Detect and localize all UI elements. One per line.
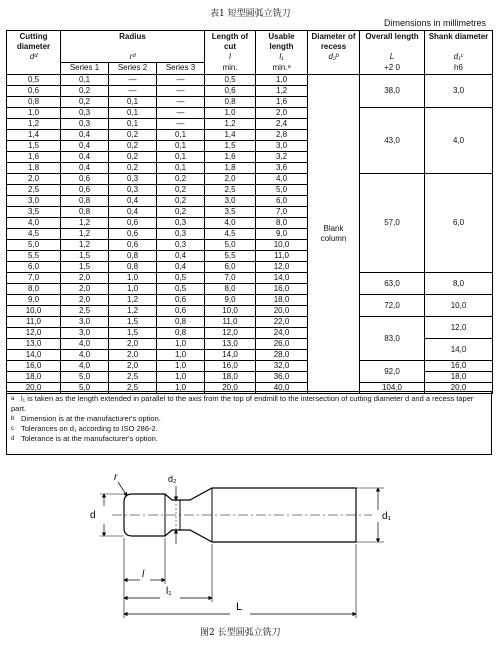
table-cell: 4,0 <box>61 361 109 372</box>
table-body <box>7 75 493 394</box>
table-cell: 0,2 <box>157 185 205 196</box>
table-cell: 0,3 <box>157 229 205 240</box>
table-cell: 0,2 <box>109 152 157 163</box>
table-cell: 0,1 <box>157 141 205 152</box>
table-cell: 13,0 <box>7 339 61 350</box>
length-min: min. <box>205 63 256 75</box>
table-cell: 5,0 <box>61 383 109 394</box>
table-cell: 0,2 <box>157 196 205 207</box>
table-cell: 5,5 <box>205 251 256 262</box>
table-cell: 0,8 <box>157 317 205 328</box>
table-cell: 2,0 <box>109 339 157 350</box>
table-cell: 4,0 <box>256 174 308 185</box>
table-cell: 3,2 <box>256 152 308 163</box>
table-cell: 10,0 <box>7 306 61 317</box>
table-cell: 0,4 <box>61 163 109 174</box>
table-cell: 3,0 <box>256 141 308 152</box>
label-L: L <box>236 601 243 613</box>
header-cutting-diameter: Cutting diameter <box>7 31 61 53</box>
shank-diameter-cell: 18,0 <box>425 372 493 383</box>
table-cell: 0,2 <box>157 174 205 185</box>
table-cell: 3,6 <box>256 163 308 174</box>
table-cell: 12,0 <box>205 328 256 339</box>
table-cell: 1,0 <box>205 108 256 119</box>
table-cell: 0,8 <box>61 207 109 218</box>
table-cell: 14,0 <box>256 273 308 284</box>
table-cell: 0,8 <box>109 251 157 262</box>
table-cell: 2,5 <box>109 372 157 383</box>
table-cell: 2,0 <box>61 284 109 295</box>
table-cell: 10,0 <box>205 306 256 317</box>
table-cell: 0,3 <box>61 108 109 119</box>
table-cell: 1,2 <box>7 119 61 130</box>
table-cell: 1,4 <box>7 130 61 141</box>
label-l: l <box>142 569 145 580</box>
table-row <box>7 75 493 86</box>
table-cell: 0,5 <box>205 75 256 86</box>
table-cell: 1,2 <box>61 229 109 240</box>
table-cell: 9,0 <box>205 295 256 306</box>
table-cell: 0,2 <box>157 207 205 218</box>
table-cell: 3,5 <box>205 207 256 218</box>
table-cell: 1,2 <box>61 218 109 229</box>
table-cell: 26,0 <box>256 339 308 350</box>
shank-diameter-cell: 6,0 <box>425 174 493 273</box>
table-cell: 0,2 <box>109 130 157 141</box>
table-cell: 7,0 <box>7 273 61 284</box>
table-cell: 0,6 <box>61 185 109 196</box>
table-cell: 2,8 <box>256 130 308 141</box>
header-radius: Radius <box>61 31 205 53</box>
table-cell: 0,4 <box>61 141 109 152</box>
spec-table <box>6 30 493 394</box>
table-cell: 0,6 <box>205 86 256 97</box>
symbol-radius: rᵈ <box>61 52 205 63</box>
table-row <box>7 317 493 328</box>
table-cell: 1,0 <box>157 339 205 350</box>
table-cell: 1,0 <box>157 383 205 394</box>
table-cell: — <box>157 97 205 108</box>
label-d1: d₁ <box>382 511 391 522</box>
table-cell: 0,1 <box>157 163 205 174</box>
endmill-drawing <box>0 460 500 620</box>
table-cell: 0,8 <box>109 262 157 273</box>
table-row <box>7 361 493 372</box>
table-cell: 5,0 <box>205 240 256 251</box>
table-cell: 14,0 <box>7 350 61 361</box>
table-cell: 8,0 <box>7 284 61 295</box>
table-cell: 1,2 <box>256 86 308 97</box>
table-cell: 2,0 <box>109 361 157 372</box>
table-cell: 18,0 <box>7 372 61 383</box>
overall-length-cell: 57,0 <box>360 174 425 273</box>
table-row <box>7 273 493 284</box>
table-cell: 4,0 <box>61 350 109 361</box>
header-usable-length: Usable length <box>256 31 308 53</box>
table-cell: 0,2 <box>61 86 109 97</box>
table-cell: 20,0 <box>256 306 308 317</box>
footnote: d Tolerance is at the manufacturer's option. <box>11 434 158 443</box>
table-cell: 2,5 <box>205 185 256 196</box>
table-cell: — <box>157 119 205 130</box>
table-cell: 0,4 <box>109 196 157 207</box>
table-cell: — <box>157 75 205 86</box>
shank-diameter-cell: 12,0 <box>425 317 493 339</box>
table-cell: 1,0 <box>157 350 205 361</box>
table-cell: 0,6 <box>109 229 157 240</box>
header-series-3: Series 3 <box>157 63 205 75</box>
overall-length-cell: 83,0 <box>360 317 425 361</box>
table-cell: 0,2 <box>109 163 157 174</box>
table-cell: 1,0 <box>256 75 308 86</box>
header-series-2: Series 2 <box>109 63 157 75</box>
table-cell: 28,0 <box>256 350 308 361</box>
table-cell: 0,1 <box>109 97 157 108</box>
shank-diameter-cell: 10,0 <box>425 295 493 317</box>
table-cell: 11,0 <box>256 251 308 262</box>
table-cell: 1,6 <box>256 97 308 108</box>
table-cell: 0,3 <box>109 174 157 185</box>
table-cell: 4,5 <box>205 229 256 240</box>
table-cell: 0,5 <box>157 284 205 295</box>
table-cell: 0,8 <box>61 196 109 207</box>
shank-diameter-cell: 16,0 <box>425 361 493 372</box>
table-cell: 1,8 <box>7 163 61 174</box>
table-caption: 表1 短型圆弧立铣刀 <box>210 9 291 19</box>
table-cell: 0,1 <box>157 152 205 163</box>
table-cell: 1,5 <box>61 262 109 273</box>
table-cell: 1,0 <box>157 361 205 372</box>
footnotes <box>6 391 492 455</box>
table-cell: 1,5 <box>7 141 61 152</box>
table-cell: 7,0 <box>205 273 256 284</box>
table-cell: 3,5 <box>7 207 61 218</box>
table-cell: 6,0 <box>7 262 61 273</box>
table-cell: 1,0 <box>109 273 157 284</box>
table-cell: 3,0 <box>61 317 109 328</box>
symbol-usable: l₁ <box>256 52 308 63</box>
table-cell: 2,4 <box>256 119 308 130</box>
table-cell: 0,1 <box>61 75 109 86</box>
table-cell: 0,6 <box>109 218 157 229</box>
label-d: d <box>90 510 96 521</box>
table-cell: 1,0 <box>7 108 61 119</box>
footnote: c Tolerances on d₁ according to ISO 286-2. <box>11 424 158 433</box>
table-cell: 36,0 <box>256 372 308 383</box>
symbol-length: l <box>205 52 256 63</box>
recess-cell: Blank column <box>308 75 360 394</box>
table-cell: 7,0 <box>256 207 308 218</box>
table-cell: 4,5 <box>7 229 61 240</box>
table-cell: 2,0 <box>61 273 109 284</box>
table-cell: 0,4 <box>157 262 205 273</box>
footnote: b Dimension is at the manufacturer's option. <box>11 414 161 423</box>
table-cell: — <box>157 86 205 97</box>
table-cell: 2,0 <box>256 108 308 119</box>
table-cell: 11,0 <box>205 317 256 328</box>
table-cell: 12,0 <box>256 262 308 273</box>
table-cell: 8,0 <box>205 284 256 295</box>
table-cell: 10,0 <box>256 240 308 251</box>
table-cell: 0,5 <box>157 273 205 284</box>
table-cell: — <box>157 108 205 119</box>
table-cell: 0,8 <box>157 328 205 339</box>
usable-min: min.ᵃ <box>256 63 308 75</box>
shank-tolerance: h6 <box>425 63 493 75</box>
table-cell: 0,6 <box>7 86 61 97</box>
table-cell: 0,6 <box>157 295 205 306</box>
table-cell: 20,0 <box>7 383 61 394</box>
table-cell: 20,0 <box>205 383 256 394</box>
table-cell: 0,3 <box>61 119 109 130</box>
table-cell: 2,0 <box>205 174 256 185</box>
table-cell: 16,0 <box>256 284 308 295</box>
table-cell: 11,0 <box>7 317 61 328</box>
label-d2: d₂ <box>168 474 177 484</box>
overall-length-cell: 72,0 <box>360 295 425 317</box>
table-cell: 6,0 <box>205 262 256 273</box>
table-cell: 4,0 <box>7 218 61 229</box>
symbol-cutting: dᵈ <box>7 52 61 63</box>
header-recess: Diameter of recess <box>308 31 360 53</box>
table-cell: 1,4 <box>205 130 256 141</box>
symbol-recess: d₂ᵇ <box>308 52 360 63</box>
table-cell: 2,0 <box>109 350 157 361</box>
table-cell: 5,0 <box>256 185 308 196</box>
table-cell: 0,4 <box>157 251 205 262</box>
table-row <box>7 295 493 306</box>
table-cell: 1,2 <box>205 119 256 130</box>
shank-diameter-cell: 3,0 <box>425 75 493 108</box>
table-cell: 2,0 <box>7 174 61 185</box>
overall-length-cell: 104,0 <box>360 383 425 394</box>
table-cell: 5,0 <box>7 240 61 251</box>
table-cell: 1,8 <box>205 163 256 174</box>
shank-diameter-cell: 8,0 <box>425 273 493 295</box>
table-cell: 0,4 <box>61 130 109 141</box>
table-cell: 13,0 <box>205 339 256 350</box>
table-cell: 1,5 <box>109 328 157 339</box>
table-cell: — <box>109 75 157 86</box>
table-row <box>7 174 493 185</box>
table-cell: 3,0 <box>7 196 61 207</box>
table-cell: 40,0 <box>256 383 308 394</box>
shank-diameter-cell: 4,0 <box>425 108 493 174</box>
table-cell: 0,6 <box>109 240 157 251</box>
table-cell: 0,3 <box>157 218 205 229</box>
table-cell: — <box>109 86 157 97</box>
table-cell: 0,2 <box>61 97 109 108</box>
header-series-1: Series 1 <box>61 63 109 75</box>
header-length-of-cut: Length of cut <box>205 31 256 53</box>
table-cell: 1,0 <box>157 372 205 383</box>
units-label: Dimensions in millimetres <box>383 18 486 28</box>
table-cell: 1,2 <box>109 295 157 306</box>
shank-diameter-cell: 20,0 <box>425 383 493 394</box>
table-cell: 16,0 <box>7 361 61 372</box>
table-cell: 1,6 <box>7 152 61 163</box>
symbol-shank: d₁ᶜ <box>425 52 493 63</box>
table-cell: 32,0 <box>256 361 308 372</box>
footnote: a l₁ is taken as the length extended in parallel to the axis from the top of endmill to the intersection of cutting diameter d and a recess taper part. <box>11 394 474 413</box>
table-cell: 0,6 <box>157 306 205 317</box>
table-cell: 16,0 <box>205 361 256 372</box>
table-cell: 5,0 <box>61 372 109 383</box>
table-cell: 2,0 <box>61 295 109 306</box>
label-l1: l₁ <box>166 586 172 597</box>
symbol-overall: L <box>360 52 425 63</box>
table-cell: 0,1 <box>109 108 157 119</box>
table-cell: 4,0 <box>61 339 109 350</box>
table-cell: 12,0 <box>7 328 61 339</box>
overall-length-cell: 63,0 <box>360 273 425 295</box>
shank-diameter-cell: 14,0 <box>425 339 493 361</box>
table-cell: 14,0 <box>205 350 256 361</box>
table-cell: 4,0 <box>205 218 256 229</box>
overall-length-cell: 92,0 <box>360 361 425 383</box>
table-cell: 0,2 <box>109 141 157 152</box>
label-r: r <box>114 472 118 483</box>
table-cell: 8,0 <box>256 218 308 229</box>
table-cell: 2,5 <box>61 306 109 317</box>
table-cell: 6,0 <box>256 196 308 207</box>
table-cell: 22,0 <box>256 317 308 328</box>
table-cell: 0,4 <box>61 152 109 163</box>
table-cell: 1,5 <box>109 317 157 328</box>
table-cell: 1,2 <box>61 240 109 251</box>
figure-caption: 图2 长型圆弧立铣刀 <box>200 628 281 638</box>
table-cell: 1,2 <box>109 306 157 317</box>
overall-length-cell: 38,0 <box>360 75 425 108</box>
table-cell: 0,4 <box>109 207 157 218</box>
table-cell: 18,0 <box>256 295 308 306</box>
table-cell: 1,5 <box>61 251 109 262</box>
table-cell: 1,5 <box>205 141 256 152</box>
table-cell: 0,8 <box>205 97 256 108</box>
header-overall-length: Overall length <box>360 31 425 53</box>
table-cell: 1,6 <box>205 152 256 163</box>
table-cell: 0,8 <box>7 97 61 108</box>
table-cell: 0,3 <box>109 185 157 196</box>
table-row <box>7 108 493 119</box>
table-cell: 0,5 <box>7 75 61 86</box>
overall-tolerance: +2 0 <box>360 63 425 75</box>
table-cell: 2,5 <box>7 185 61 196</box>
table-cell: 0,3 <box>157 240 205 251</box>
table-cell: 0,1 <box>157 130 205 141</box>
overall-length-cell: 43,0 <box>360 108 425 174</box>
table-cell: 3,0 <box>61 328 109 339</box>
table-cell: 0,6 <box>61 174 109 185</box>
table-cell: 0,1 <box>109 119 157 130</box>
table-cell: 24,0 <box>256 328 308 339</box>
table-cell: 18,0 <box>205 372 256 383</box>
table-cell: 1,0 <box>109 284 157 295</box>
table-cell: 2,5 <box>109 383 157 394</box>
table-cell: 9,0 <box>7 295 61 306</box>
header-shank-diameter: Shank diameter <box>425 31 493 53</box>
table-cell: 3,0 <box>205 196 256 207</box>
table-cell: 9,0 <box>256 229 308 240</box>
table-cell: 5,5 <box>7 251 61 262</box>
